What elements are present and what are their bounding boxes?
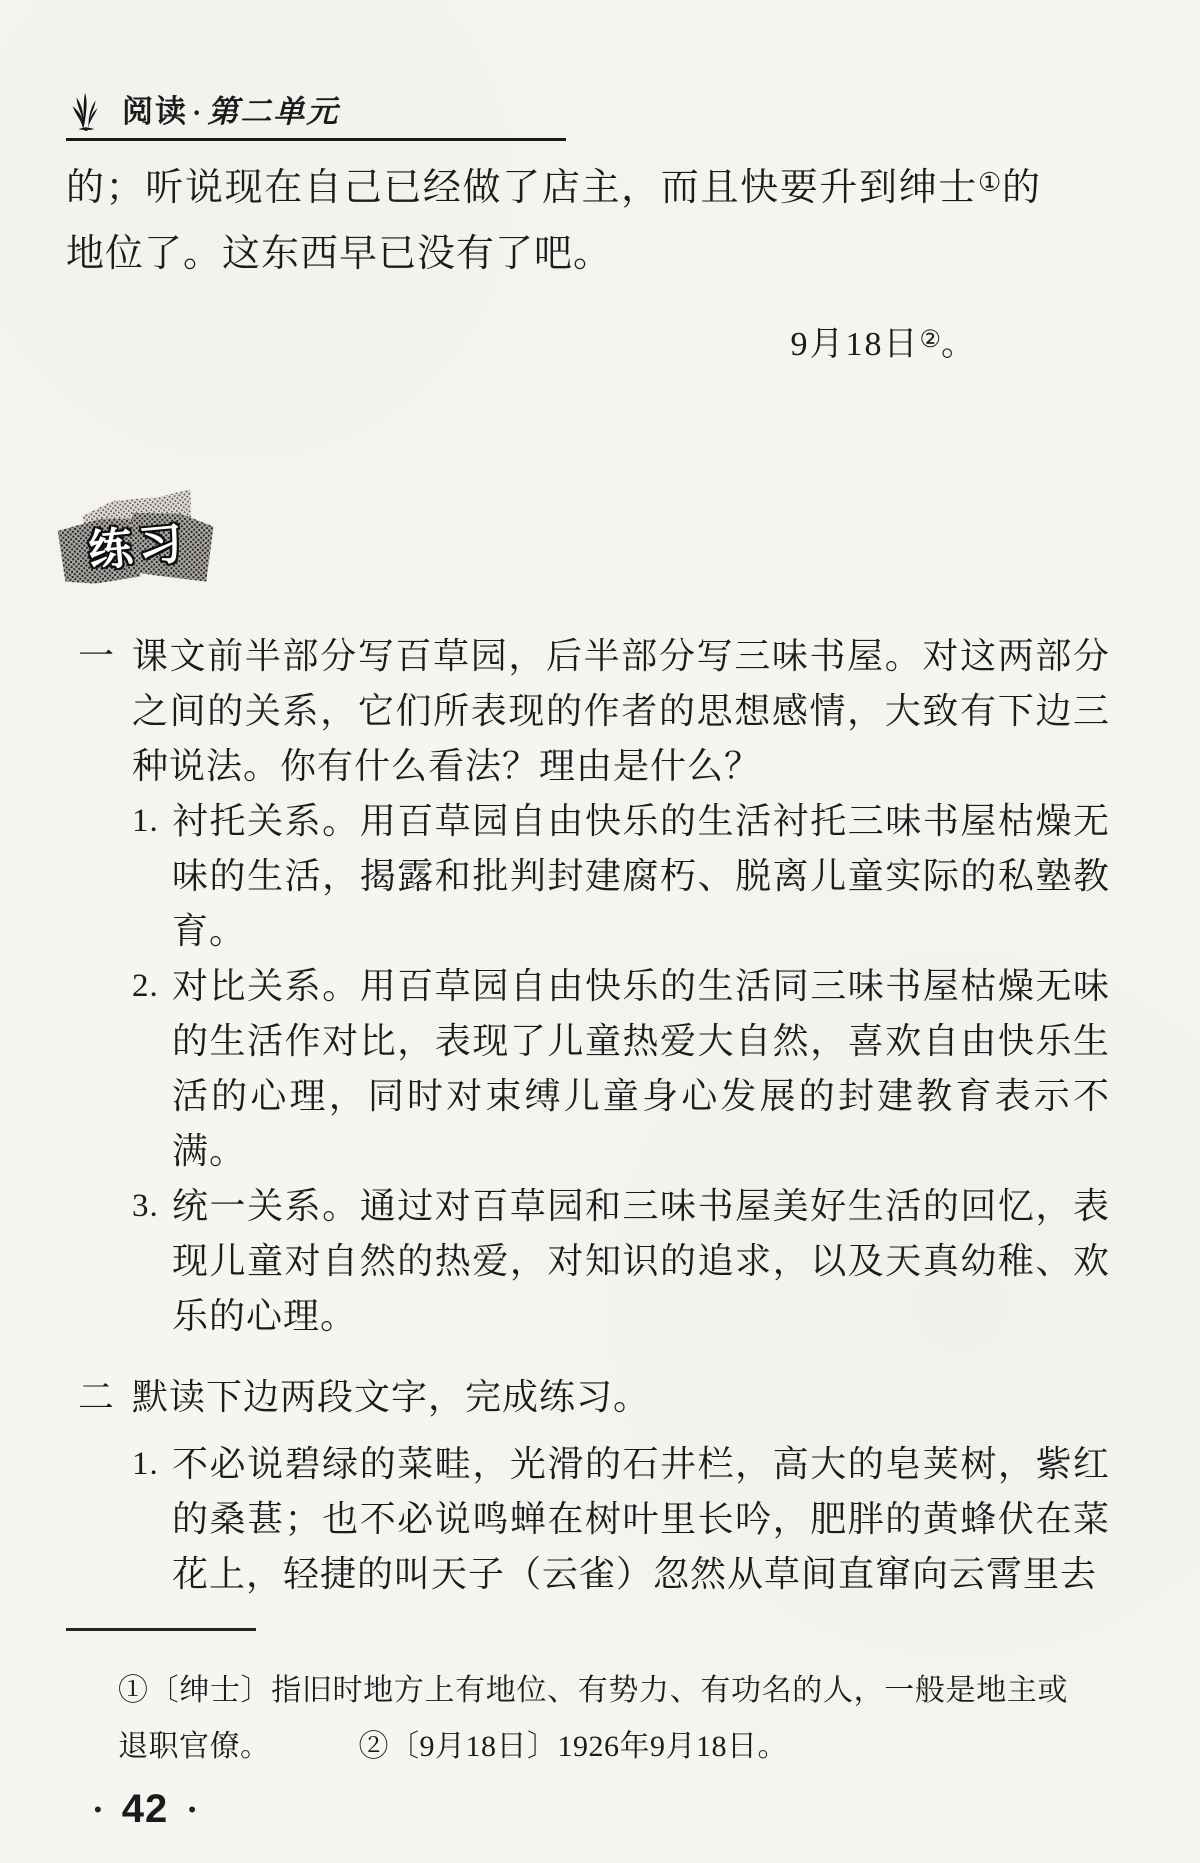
- exercises-badge: [60, 497, 216, 591]
- list-item: [132, 959, 1110, 1179]
- header-title: [122, 86, 339, 131]
- list-item: [132, 794, 1110, 959]
- item-number: 2.: [132, 968, 159, 1004]
- section-1-marker: 一: [78, 636, 116, 676]
- exercise-section-2: [66, 1370, 1110, 1602]
- item-text: 统一关系。通过对百草园和三味书屋美好生活的回忆，表现儿童对自然的热爱，对知识的追求，以及天真幼稚、欢乐的心理。: [172, 1186, 1110, 1336]
- header-unit-label: 第二单元: [207, 94, 340, 129]
- page-number-left-dot: •: [94, 1796, 102, 1822]
- page-number: [94, 1787, 1200, 1832]
- passage-dateline: [66, 323, 1041, 367]
- footnote-ref-1: ①: [978, 168, 1002, 197]
- header-separator: ·: [192, 98, 204, 129]
- section-1-content: [132, 629, 1110, 1344]
- item-number: 1.: [132, 803, 159, 839]
- section-2-intro: 默读下边两段文字，完成练习。: [132, 1377, 651, 1417]
- footnote-divider: [66, 1628, 256, 1631]
- plant-icon: [66, 87, 106, 131]
- footnote-1: ①〔绅士〕指旧时地方上有地位、有势力、有功名的人，一般是地主或退职官僚。: [118, 1674, 1068, 1763]
- header-section-label: 阅读: [122, 94, 188, 129]
- footnotes: [118, 1663, 1068, 1775]
- section-2-marker: 二: [78, 1377, 116, 1417]
- item-number: 1.: [132, 1446, 159, 1482]
- passage-text: [66, 155, 1041, 287]
- section-1-intro: 课文前半部分写百草园，后半部分写三味书屋。对这两部分之间的关系，它们所表现的作者的思想感情，大致有下边三种说法。你有什么看法？理由是什么？: [132, 636, 1110, 786]
- item-text: 对比关系。用百草园自由快乐的生活同三味书屋枯燥无味的生活作对比，表现了儿童热爱大自然，喜欢自由快乐生活的心理，同时对束缚儿童身心发展的封建教育表示不满。: [172, 966, 1110, 1171]
- list-item: [132, 1437, 1110, 1602]
- date-period: 。: [941, 326, 977, 363]
- passage-segment-2: 的地位了。这东西早已没有了吧。: [66, 167, 1041, 275]
- page-number-right-dot: •: [188, 1796, 196, 1822]
- item-text: 不必说碧绿的菜畦，光滑的石井栏，高大的皂荚树，紫红的桑葚；也不必说鸣蝉在树叶里长吟，肥胖的黄蜂伏在菜花上，轻捷的叫天子（云雀）忽然从草间直窜向云霄里去: [172, 1444, 1110, 1594]
- section-2-content: [132, 1370, 1110, 1602]
- list-item: [132, 1179, 1110, 1344]
- page-number-value: 42: [121, 1787, 169, 1831]
- footnote-ref-2: ②: [919, 327, 941, 353]
- date-text: 9月18日: [790, 326, 920, 363]
- exercises-badge-label: 练习: [86, 518, 191, 577]
- page-header: [66, 86, 566, 141]
- exercise-section-1: [66, 629, 1110, 1344]
- item-text: 衬托关系。用百草园自由快乐的生活衬托三味书屋枯燥无味的生活，揭露和批判封建腐朽、脱离儿童实际的私塾教育。: [172, 801, 1110, 951]
- item-number: 3.: [132, 1188, 159, 1224]
- passage-segment-1: 的；听说现在自己已经做了店主，而且快要升到绅士: [66, 167, 979, 209]
- footnote-2: ②〔9月18日〕1926年9月18日。: [358, 1730, 788, 1763]
